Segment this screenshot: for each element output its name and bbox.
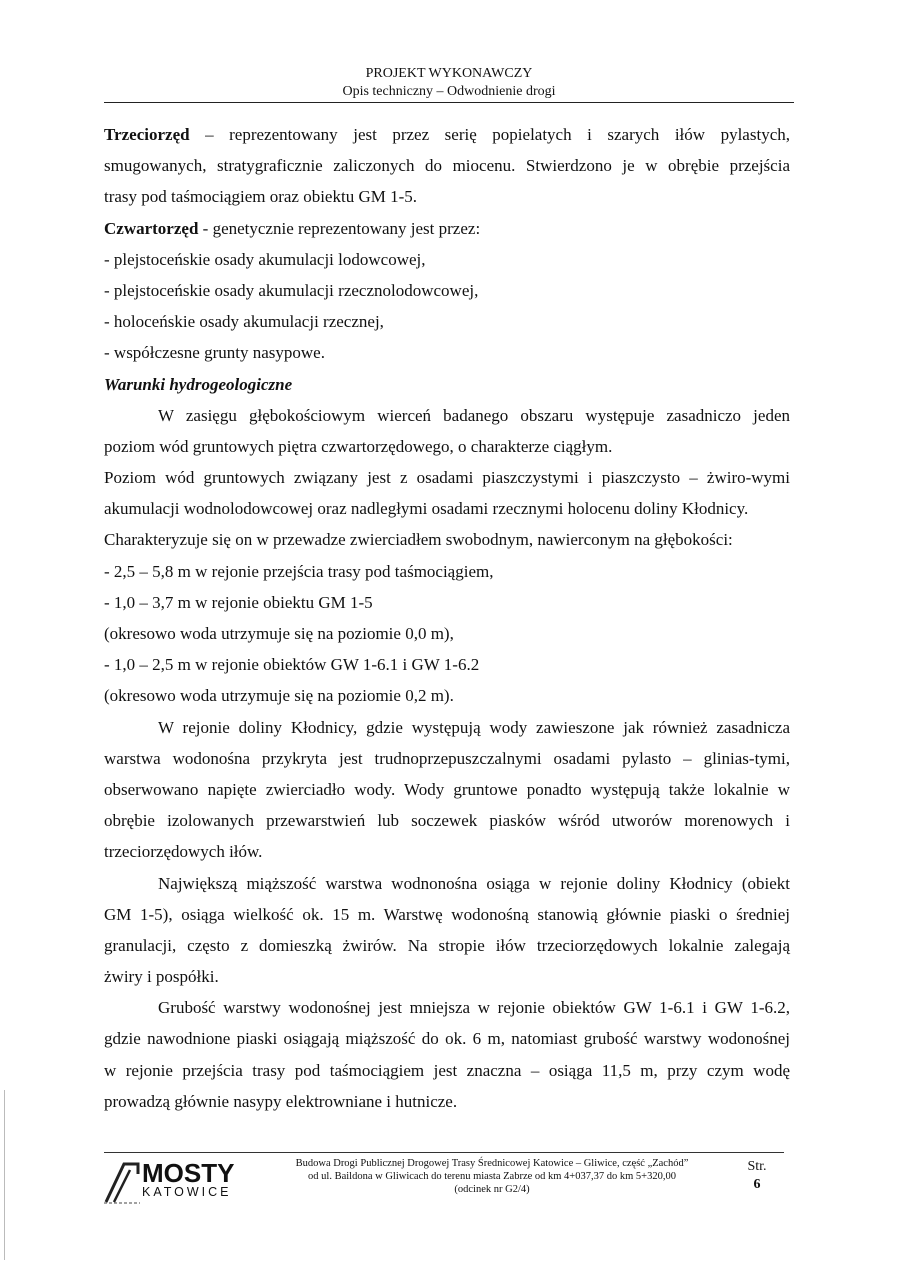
line-text: W rejonie doliny Kłodnicy, gdzie występują wody zawieszone jak również zasadnicza [158, 717, 790, 737]
text-line [104, 528, 790, 559]
emphasized-text: Czwartorzęd [104, 218, 199, 238]
line-text: gdzie nawodnione piaski osiągają miąższość do ok. 6 m, natomiast grubość warstwy wodonośnej [104, 1029, 790, 1049]
text-line [104, 466, 790, 497]
line-text: - 1,0 – 3,7 m w rejonie obiektu GM 1-5 [104, 592, 373, 612]
line-text: - holoceńskie osady akumulacji rzecznej, [104, 312, 384, 332]
text-line [104, 1027, 790, 1058]
line-text: Największą miąższość warstwa wodnonośna osiąga w rejonie doliny Kłodnicy (obiekt [158, 873, 790, 893]
text-line [104, 965, 790, 996]
line-text: granulacji, często z domieszką żwirów. Na stropie iłów trzeciorzędowych lokalnie zalegają [104, 935, 790, 955]
text-line [104, 123, 790, 154]
footer-divider [104, 1152, 784, 1153]
text-line [104, 341, 790, 372]
line-text: obrębie izolowanych przewarstwień lub soczewek piasków wśród utworów morenowych i [104, 811, 790, 831]
text-line [104, 872, 790, 903]
text-line [104, 903, 790, 934]
text-line [104, 373, 790, 404]
line-text: GM 1-5), osiąga wielkość ok. 15 m. Warstwę wodonośną stanowią głównie piaski o średniej [104, 904, 790, 924]
text-line [104, 404, 790, 435]
line-text: - współczesne grunty nasypowe. [104, 343, 325, 363]
line-text: Charakteryzuje się on w przewadze zwierciadłem swobodnym, nawierconym na głębokości: [104, 530, 733, 550]
header-title: PROJEKT WYKONAWCZY [365, 66, 533, 81]
text-line [104, 154, 790, 185]
page-number: 6 [753, 1177, 761, 1192]
text-line [104, 809, 790, 840]
body-text [104, 123, 790, 1121]
line-text: - plejstoceńskie osady akumulacji lodowcowej, [104, 249, 426, 269]
line-text: poziom wód gruntowych piętra czwartorzędowego, o charakterze ciągłym. [104, 436, 613, 456]
line-text: W zasięgu głębokościowym wierceń badanego obszaru występuje zasadniczo jeden [158, 405, 790, 425]
footer-line: (odcinek nr G2/4) [454, 1184, 530, 1195]
text-line [104, 497, 790, 528]
footer-line: Budowa Drogi Publicznej Drogowej Trasy Średnicowej Katowice – Gliwice, część „Zachód” [295, 1158, 689, 1169]
text-line [104, 716, 790, 747]
line-text: prowadzą głównie nasypy elektrowniane i hutnicze. [104, 1091, 458, 1111]
line-text: obserwowano napięte zwierciadło wody. Wody gruntowe ponadto występują także lokalnie w [104, 779, 790, 799]
text-line [104, 840, 790, 871]
page-number-block [742, 1158, 772, 1194]
line-text: akumulacji wodnolodowcowej oraz nadległymi osadami rzecznymi holocenu doliny Kłodnicy. [104, 499, 749, 519]
text-line [104, 591, 790, 622]
footer-project-description [262, 1157, 722, 1196]
line-text: warstwa wodonośna przykryta jest trudnoprzepuszczalnymi osadami pylasto – glinias-tymi, [104, 748, 790, 768]
line-text: - 1,0 – 2,5 m w rejonie obiektów GW 1-6.1 i GW 1-6.2 [104, 655, 480, 675]
company-logo [104, 1158, 254, 1204]
text-line [104, 185, 790, 216]
line-text: (okresowo woda utrzymuje się na poziomie 0,2 m). [104, 686, 454, 706]
line-text: Grubość warstwy wodonośnej jest mniejsza w rejonie obiektów GW 1-6.1 i GW 1-6.2, [158, 998, 790, 1018]
emphasized-text: Warunki hydrogeologiczne [104, 374, 293, 394]
text-line [104, 1090, 790, 1121]
emphasized-text: Trzeciorzęd [104, 125, 190, 144]
logo-subtext: KATOWICE [142, 1185, 232, 1199]
logo-mark-icon [104, 1160, 140, 1206]
line-text: Poziom wód gruntowych związany jest z osadami piaszczystymi i piaszczysto – żwiro-wymi [104, 468, 790, 488]
line-text: smugowanych, stratygraficznie zaliczonych do miocenu. Stwierdzono je w obrębie przejścia [104, 156, 790, 176]
text-line [104, 747, 790, 778]
text-line [104, 560, 790, 591]
line-text: - genetycznie reprezentowany jest przez: [198, 218, 481, 238]
line-text: – reprezentowany jest przez serię popielatych i szarych iłów pylastych, [189, 125, 790, 144]
text-line [104, 778, 790, 809]
text-line [104, 217, 790, 248]
text-line [104, 934, 790, 965]
scan-edge-line [4, 1090, 5, 1260]
line-text: (okresowo woda utrzymuje się na poziomie 0,0 m), [104, 624, 454, 643]
page-label: Str. [747, 1159, 767, 1174]
line-text: trzeciorzędowych iłów. [104, 842, 263, 862]
footer-line: od ul. Baildona w Gliwicach do terenu miasta Zabrze od km 4+037,37 do km 5+320,00 [308, 1171, 676, 1182]
text-line [104, 279, 790, 310]
line-text: trasy pod taśmociągiem oraz obiektu GM 1-5. [104, 187, 418, 207]
line-text: żwiry i pospółki. [104, 967, 219, 987]
text-line [104, 248, 790, 279]
header-subtitle: Opis techniczny – Odwodnienie drogi [342, 84, 556, 99]
text-line [104, 435, 790, 466]
text-line [104, 310, 790, 341]
line-text: - 2,5 – 5,8 m w rejonie przejścia trasy pod taśmociągiem, [104, 561, 494, 581]
logo-text: MOSTY [142, 1158, 235, 1188]
text-line [104, 653, 790, 684]
text-line [104, 622, 790, 653]
header-divider [104, 102, 794, 103]
line-text: - plejstoceńskie osady akumulacji rzecznolodowcowej, [104, 280, 479, 300]
line-text: w rejonie przejścia trasy pod taśmociągiem jest znaczna – osiąga 11,5 m, przy czym wodę [104, 1060, 790, 1080]
text-line [104, 996, 790, 1027]
text-line [104, 1059, 790, 1090]
text-line [104, 684, 790, 715]
